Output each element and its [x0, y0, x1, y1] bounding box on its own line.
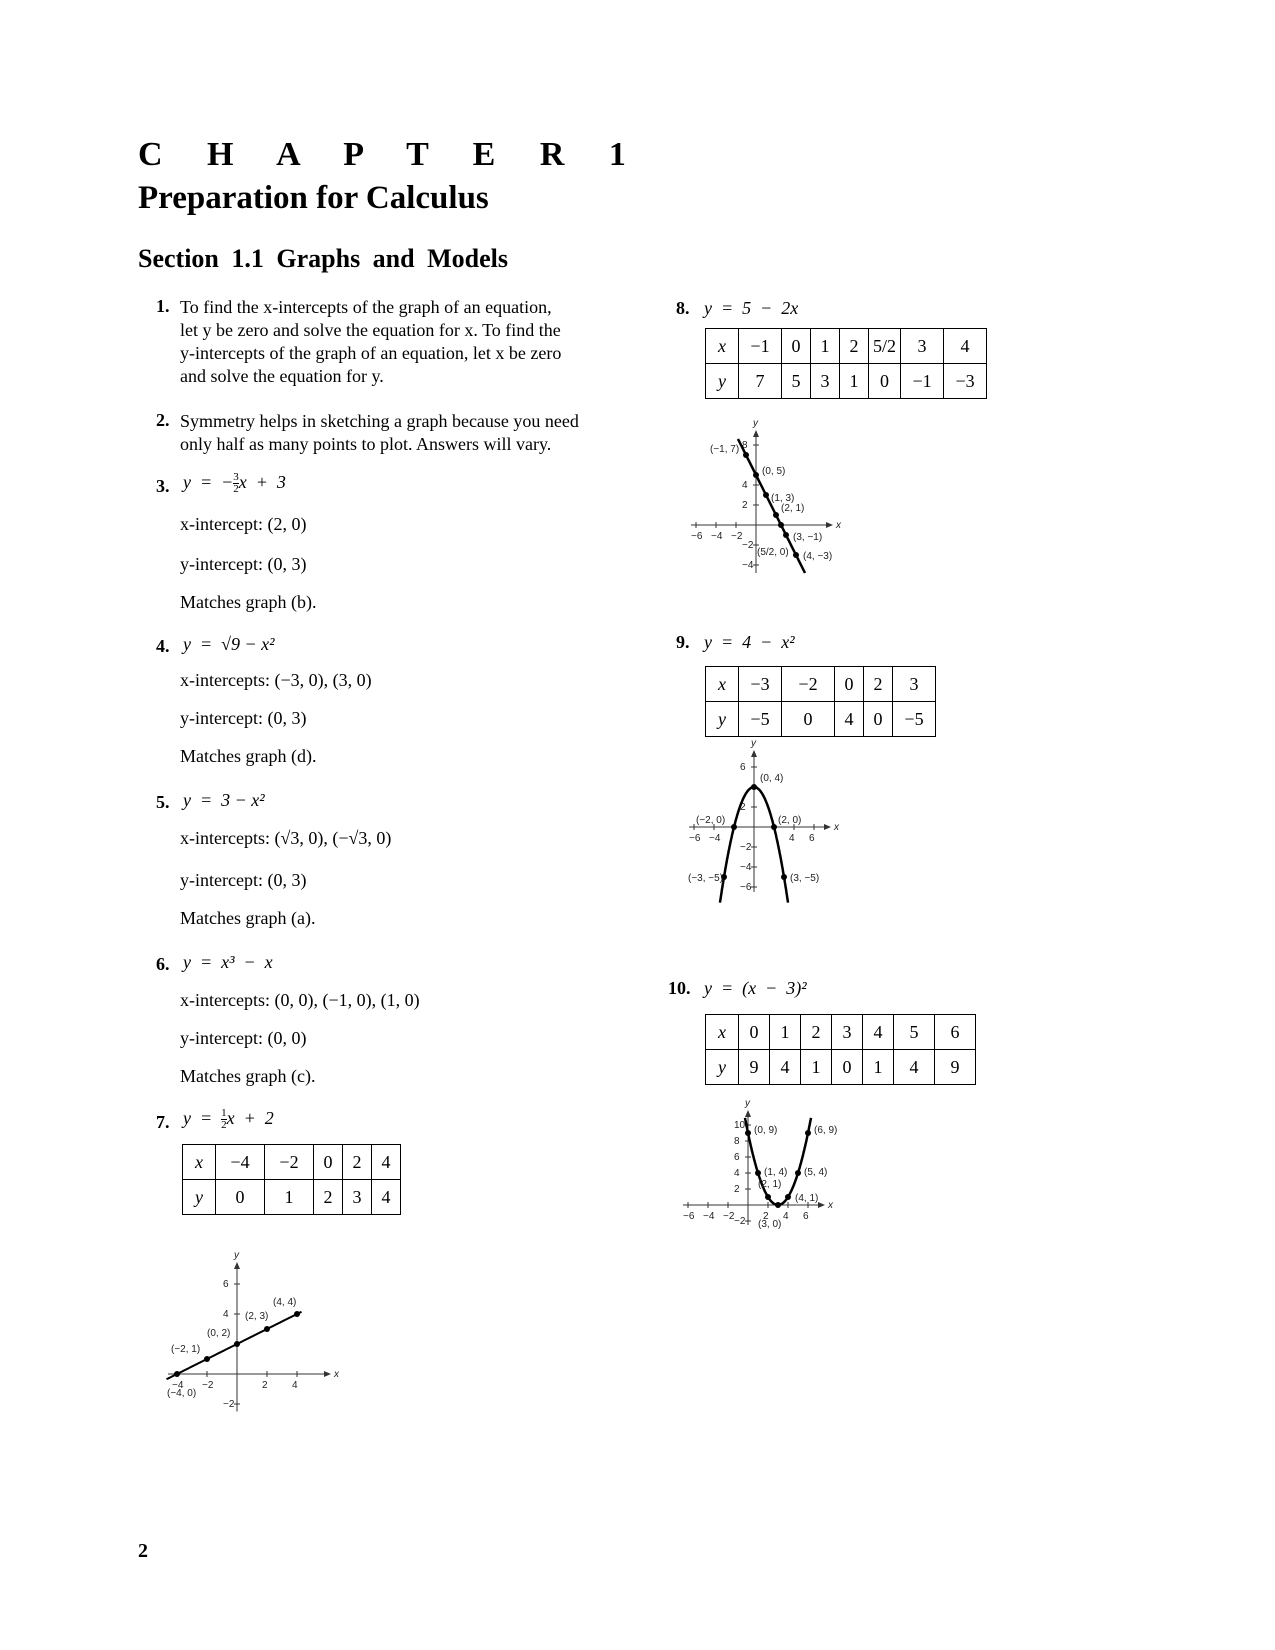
x-axis-arrow: [818, 1202, 825, 1208]
y-tick-label: −6: [740, 882, 752, 893]
point-label: (5/2, 0): [757, 547, 789, 558]
table-cell: 3: [832, 1015, 863, 1050]
table-row: [706, 702, 936, 737]
point-label: (2, 3): [245, 1311, 269, 1322]
data-point: [775, 1202, 781, 1208]
table-cell: 3: [893, 667, 936, 702]
table-header-cell: y: [706, 1050, 739, 1085]
x-axis-label: x: [836, 520, 841, 531]
y-tick-label: −2: [742, 540, 754, 551]
point-label: (1, 3): [771, 493, 795, 504]
y-tick-label: −2: [734, 1216, 746, 1227]
table-row: [183, 1180, 401, 1215]
problem-10-number: 10.: [668, 978, 691, 998]
point-label: (0, 5): [762, 466, 786, 477]
point-label: (−3, −5): [688, 873, 724, 884]
x-tick-label: 2: [262, 1380, 268, 1391]
y-tick-label: 2: [742, 500, 748, 511]
data-point: [751, 784, 757, 790]
problem-8-equation: y = 5 − 2x: [704, 298, 799, 318]
chapter-title: Preparation for Calculus: [138, 180, 489, 216]
problem-3-equation: [183, 472, 286, 495]
data-point: [765, 1194, 771, 1200]
problem-1-line: let y be zero and solve the equation for x. To find the: [180, 320, 561, 340]
point-label: (0, 9): [754, 1125, 778, 1136]
problem-9-table: [705, 666, 936, 737]
x-tick-label: −4: [711, 531, 723, 542]
table-cell: 9: [935, 1050, 976, 1085]
problem-4-equation: y = √9 − x²: [183, 634, 275, 654]
problem-8-number: 8.: [676, 298, 690, 318]
data-point: [771, 824, 777, 830]
x-tick-label: −4: [172, 1380, 184, 1391]
y-tick-label: 6: [740, 762, 746, 773]
problem-9-number: 9.: [676, 632, 690, 652]
y-tick-label: −4: [740, 862, 752, 873]
table-cell: 0: [864, 702, 893, 737]
table-cell: 4: [372, 1180, 401, 1215]
y-tick-label: 4: [742, 480, 748, 491]
x-axis-arrow: [324, 1371, 331, 1377]
problem-3-match: Matches graph (b).: [180, 592, 317, 612]
equation-part: x + 3: [238, 472, 286, 492]
table-cell: −5: [739, 702, 782, 737]
data-point: [773, 512, 779, 518]
problem-9-equation: y = 4 − x²: [704, 632, 795, 652]
table-cell: 5/2: [869, 329, 901, 364]
point-label: (6, 9): [814, 1125, 838, 1136]
point-label: (2, 0): [778, 815, 802, 826]
x-tick-label: −2: [723, 1211, 735, 1222]
table-cell: 4: [863, 1015, 894, 1050]
point-label: (3, −1): [793, 532, 823, 543]
y-tick-label: 10: [734, 1120, 746, 1131]
point-label: (−2, 1): [171, 1344, 201, 1355]
problem-2-text: [180, 410, 579, 456]
data-point: [795, 1170, 801, 1176]
point-label: (5, 4): [804, 1167, 828, 1178]
x-tick-label: −6: [689, 833, 701, 844]
data-point: [778, 522, 784, 528]
x-tick-label: −6: [683, 1211, 695, 1222]
x-tick-label: 2: [763, 1211, 769, 1222]
data-point: [783, 532, 789, 538]
problem-6-number: 6.: [156, 954, 170, 974]
chapter-heading: C H A P T E R 1: [138, 136, 644, 173]
table-cell: 4: [944, 329, 987, 364]
table-row: [706, 1015, 976, 1050]
y-tick-label: −2: [223, 1399, 235, 1410]
y-axis-label: y: [745, 1098, 750, 1109]
y-axis-arrow: [753, 430, 759, 437]
table-header-cell: x: [183, 1145, 216, 1180]
table-cell: 3: [901, 329, 944, 364]
table-cell: 4: [372, 1145, 401, 1180]
x-tick-label: 4: [783, 1211, 789, 1222]
table-row: [706, 1050, 976, 1085]
point-label: (3, 0): [758, 1219, 782, 1230]
table-cell: −3: [944, 364, 987, 399]
y-tick-label: −2: [740, 842, 752, 853]
table-cell: 9: [739, 1050, 770, 1085]
table-cell: 7: [739, 364, 782, 399]
table-cell: 0: [869, 364, 901, 399]
point-label: (1, 4): [764, 1167, 788, 1178]
table-cell: 1: [265, 1180, 314, 1215]
fraction-numerator: 3: [233, 471, 239, 484]
table-cell: 2: [801, 1015, 832, 1050]
data-point: [753, 472, 759, 478]
problem-9-graph: [688, 738, 890, 952]
table-header-cell: y: [183, 1180, 216, 1215]
table-cell: 1: [770, 1015, 801, 1050]
point-label: (0, 2): [207, 1328, 231, 1339]
y-tick-label: 4: [223, 1309, 229, 1320]
problem-6-equation: y = x³ − x: [183, 952, 273, 972]
table-cell: 5: [894, 1015, 935, 1050]
table-cell: 3: [343, 1180, 372, 1215]
x-tick-label: −2: [202, 1380, 214, 1391]
y-axis-label: y: [234, 1250, 239, 1261]
data-point: [174, 1371, 180, 1377]
y-tick-label: 4: [734, 1168, 740, 1179]
table-cell: 1: [801, 1050, 832, 1085]
problem-5-equation: y = 3 − x²: [183, 790, 265, 810]
table-row: [183, 1145, 401, 1180]
x-axis-label: x: [334, 1369, 339, 1380]
problem-1-number: 1.: [156, 296, 170, 316]
y-tick-label: 2: [740, 802, 746, 813]
y-tick-label: 8: [734, 1136, 740, 1147]
table-cell: −1: [739, 329, 782, 364]
x-tick-label: −4: [703, 1211, 715, 1222]
x-tick-label: 4: [292, 1380, 298, 1391]
point-label: (4, −3): [803, 551, 833, 562]
table-cell: 6: [935, 1015, 976, 1050]
x-tick-label: −4: [709, 833, 721, 844]
point-label: (0, 4): [760, 773, 784, 784]
table-cell: 0: [832, 1050, 863, 1085]
problem-6-x-intercepts: x-intercepts: (0, 0), (−1, 0), (1, 0): [180, 990, 420, 1010]
point-label: (2, 1): [781, 503, 805, 514]
table-cell: 1: [811, 329, 840, 364]
table-cell: 1: [863, 1050, 894, 1085]
x-tick-label: 6: [809, 833, 815, 844]
problem-6-y-intercept: y-intercept: (0, 0): [180, 1028, 307, 1048]
section-title: Section 1.1 Graphs and Models: [138, 244, 508, 273]
point-label: (4, 4): [273, 1297, 297, 1308]
table-cell: 0: [314, 1145, 343, 1180]
table-cell: 4: [770, 1050, 801, 1085]
data-point: [743, 452, 749, 458]
equation-part: x + 2: [226, 1108, 274, 1128]
page-number: 2: [138, 1540, 148, 1562]
fraction-denominator: 2: [221, 1119, 227, 1132]
data-point: [785, 1194, 791, 1200]
equation-part: y =: [183, 1108, 222, 1128]
table-cell: 2: [840, 329, 869, 364]
problem-1-line: y-intercepts of the graph of an equation, let x be zero: [180, 343, 562, 363]
x-tick-label: −6: [691, 531, 703, 542]
problem-10-equation: y = (x − 3)²: [704, 978, 807, 998]
problem-1-text: [180, 296, 561, 388]
data-point: [745, 1130, 751, 1136]
problem-10-table: [705, 1014, 976, 1085]
problem-2-number: 2.: [156, 410, 170, 430]
data-point: [731, 824, 737, 830]
table-header-cell: x: [706, 667, 739, 702]
x-axis-label: x: [828, 1200, 833, 1211]
problem-5-y-intercept: y-intercept: (0, 3): [180, 870, 307, 890]
data-point: [294, 1311, 300, 1317]
y-tick-label: 6: [734, 1152, 740, 1163]
problem-4-number: 4.: [156, 636, 170, 656]
problem-3-number: 3.: [156, 476, 170, 496]
problem-5-match: Matches graph (a).: [180, 908, 316, 928]
point-label: (3, −5): [790, 873, 820, 884]
y-tick-label: 6: [223, 1279, 229, 1290]
problem-4-match: Matches graph (d).: [180, 746, 317, 766]
y-tick-label: −4: [742, 560, 754, 571]
point-label: (2, 1): [758, 1179, 782, 1190]
table-cell: 0: [739, 1015, 770, 1050]
table-cell: 0: [835, 667, 864, 702]
problem-8-graph: [691, 418, 890, 610]
table-cell: −5: [893, 702, 936, 737]
problem-7-equation: [183, 1108, 274, 1131]
problem-3-x-intercept: x-intercept: (2, 0): [180, 514, 307, 534]
point-label: (−2, 0): [696, 815, 726, 826]
x-axis-label: x: [834, 822, 839, 833]
table-cell: 4: [894, 1050, 935, 1085]
point-label: (−4, 0): [167, 1388, 197, 1399]
data-point: [793, 552, 799, 558]
table-cell: 2: [314, 1180, 343, 1215]
y-tick-label: 8: [742, 440, 748, 451]
table-cell: 0: [782, 702, 835, 737]
problem-5-number: 5.: [156, 792, 170, 812]
table-cell: −4: [216, 1145, 265, 1180]
problem-7-table: [182, 1144, 401, 1215]
problem-6-match: Matches graph (c).: [180, 1066, 316, 1086]
table-cell: 5: [782, 364, 811, 399]
data-point: [204, 1356, 210, 1362]
problem-4-y-intercept: y-intercept: (0, 3): [180, 708, 307, 728]
table-row: [706, 329, 987, 364]
problem-4-x-intercepts: x-intercepts: (−3, 0), (3, 0): [180, 670, 372, 690]
data-point: [755, 1170, 761, 1176]
data-point: [234, 1341, 240, 1347]
data-point: [805, 1130, 811, 1136]
point-label: (4, 1): [795, 1193, 819, 1204]
problem-1-line: and solve the equation for y.: [180, 366, 384, 386]
table-cell: 1: [840, 364, 869, 399]
problem-7-number: 7.: [156, 1112, 170, 1132]
table-cell: 4: [835, 702, 864, 737]
problem-1-line: To find the x-intercepts of the graph of an equation,: [180, 297, 552, 317]
table-header-cell: x: [706, 329, 739, 364]
y-axis-label: y: [753, 418, 758, 429]
table-cell: 2: [864, 667, 893, 702]
problem-3-y-intercept: y-intercept: (0, 3): [180, 554, 307, 574]
point-label: (−1, 7): [710, 444, 740, 455]
data-point: [763, 492, 769, 498]
problem-8-table: [705, 328, 987, 399]
x-tick-label: −2: [731, 531, 743, 542]
x-axis-arrow: [826, 522, 833, 528]
fraction-denominator: 2: [233, 483, 239, 496]
y-axis-arrow: [751, 750, 757, 757]
problem-2-line: Symmetry helps in sketching a graph because you need: [180, 411, 579, 431]
table-header-cell: y: [706, 364, 739, 399]
data-point: [264, 1326, 270, 1332]
table-cell: −3: [739, 667, 782, 702]
table-cell: −1: [901, 364, 944, 399]
y-axis-label: y: [751, 738, 756, 749]
table-cell: 0: [216, 1180, 265, 1215]
table-cell: −2: [265, 1145, 314, 1180]
table-row: [706, 364, 987, 399]
fraction-numerator: 1: [221, 1107, 227, 1120]
table-cell: 0: [782, 329, 811, 364]
table-row: [706, 667, 936, 702]
problem-2-line: only half as many points to plot. Answers will vary.: [180, 434, 552, 454]
equation-part: y = −: [183, 472, 234, 492]
table-header-cell: y: [706, 702, 739, 737]
y-tick-label: 2: [734, 1184, 740, 1195]
table-header-cell: x: [706, 1015, 739, 1050]
data-point: [781, 874, 787, 880]
x-tick-label: 4: [789, 833, 795, 844]
table-cell: −2: [782, 667, 835, 702]
problem-5-x-intercepts: x-intercepts: (√3, 0), (−√3, 0): [180, 828, 392, 848]
x-tick-label: 6: [803, 1211, 809, 1222]
table-cell: 2: [343, 1145, 372, 1180]
y-axis-arrow: [234, 1262, 240, 1269]
x-axis-arrow: [824, 824, 831, 830]
problem-10-graph: [683, 1098, 890, 1295]
y-axis-arrow: [745, 1110, 751, 1117]
problem-7-graph: [165, 1250, 355, 1425]
table-cell: 3: [811, 364, 840, 399]
